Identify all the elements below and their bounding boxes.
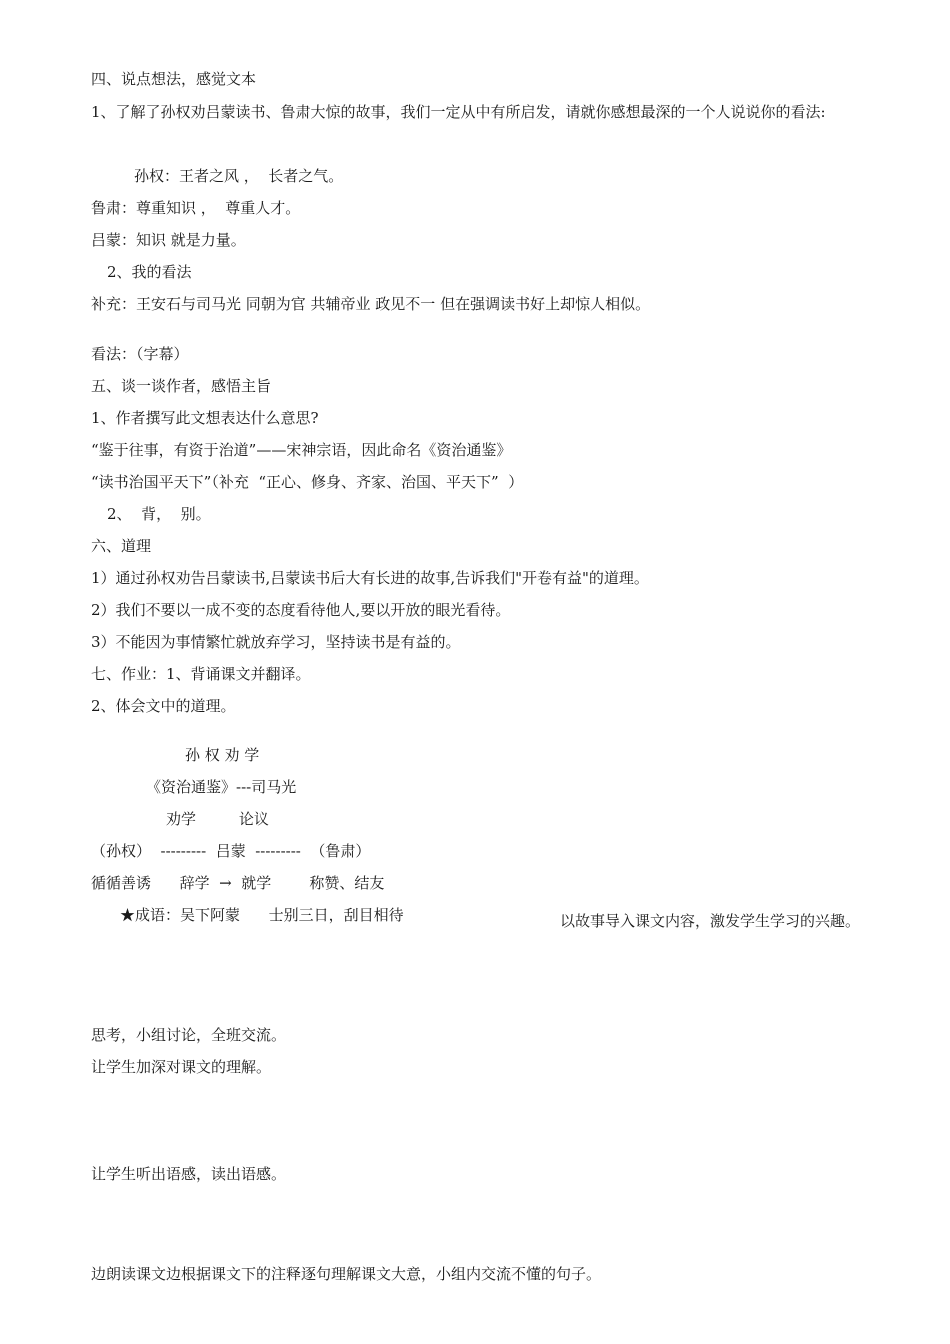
note-read: 边朗读课文边根据课文下的注释逐句理解课文大意，小组内交流不懂的句子。 [91, 1265, 602, 1283]
board-idioms: ★成语：吴下阿蒙 士别三日，刮目相待 [120, 906, 404, 924]
lesson-1: 1）通过孙权劝告吕蒙读书,吕蒙读书后大有长进的故事,告诉我们"开卷有益"的道理。 [91, 569, 649, 587]
caption-line: 看法：（字幕） [91, 345, 189, 363]
board-chain: （孙权） --------- 吕蒙 --------- （鲁肃） [91, 842, 371, 860]
section-heading-5: 五、谈一谈作者，感悟主旨 [91, 377, 272, 395]
my-opinion-heading: 2、我的看法 [107, 263, 192, 281]
design-intent: 以故事导入课文内容，激发学生学习的兴趣。 [560, 912, 861, 930]
opinion-lvmeng: 吕蒙：知识 就是力量。 [91, 231, 246, 249]
opinion-sunquan: 孙权：王者之风 ， 长者之气。 [134, 167, 344, 185]
note-understand: 让学生加深对课文的理解。 [91, 1058, 272, 1076]
section-heading-6: 六、道理 [91, 537, 152, 555]
board-title: 孙 权 劝 学 [185, 746, 260, 764]
question-1: 1、了解了孙权劝吕蒙读书、鲁肃大惊的故事，我们一定从中有所启发，请就你感想最深的一个人说说你的看法: [91, 103, 826, 121]
supplement-line: 补充：王安石与司马光 同朝为官 共辅帝业 政见不一 但在强调读书好上却惊人相似。 [91, 295, 651, 313]
section-heading-7: 七、作业：1、背诵课文并翻译。 [91, 665, 311, 683]
board-chain-2: 循循善诱 辞学 → 就学 称赞、结友 [91, 874, 385, 892]
homework-2: 2、体会文中的道理。 [91, 697, 236, 715]
author-question: 1、作者撰写此文想表达什么意思? [91, 409, 319, 427]
recite-line: 2、 背， 别。 [107, 505, 211, 523]
section-heading-4: 四、说点想法，感觉文本 [91, 70, 257, 88]
opinion-lusu: 鲁肃：尊重知识 ， 尊重人才。 [91, 199, 301, 217]
quote-line-1: “鉴于往事，有资于治道”——宋神宗语，因此命名《资治通鉴》 [91, 441, 512, 459]
board-source: 《资治通鉴》---司马光 [146, 778, 297, 796]
note-discuss: 思考，小组讨论，全班交流。 [91, 1026, 287, 1044]
board-labels: 劝学 论议 [166, 810, 269, 828]
lesson-3: 3）不能因为事情繁忙就放弃学习，坚持读书是有益的。 [91, 633, 461, 651]
note-listen: 让学生听出语感，读出语感。 [91, 1165, 287, 1183]
lesson-2: 2）我们不要以一成不变的态度看待他人,要以开放的眼光看待。 [91, 601, 511, 619]
quote-line-2: “读书治国平天下”（补充 “正心、修身、齐家、治国、平天下” ） [91, 473, 524, 491]
